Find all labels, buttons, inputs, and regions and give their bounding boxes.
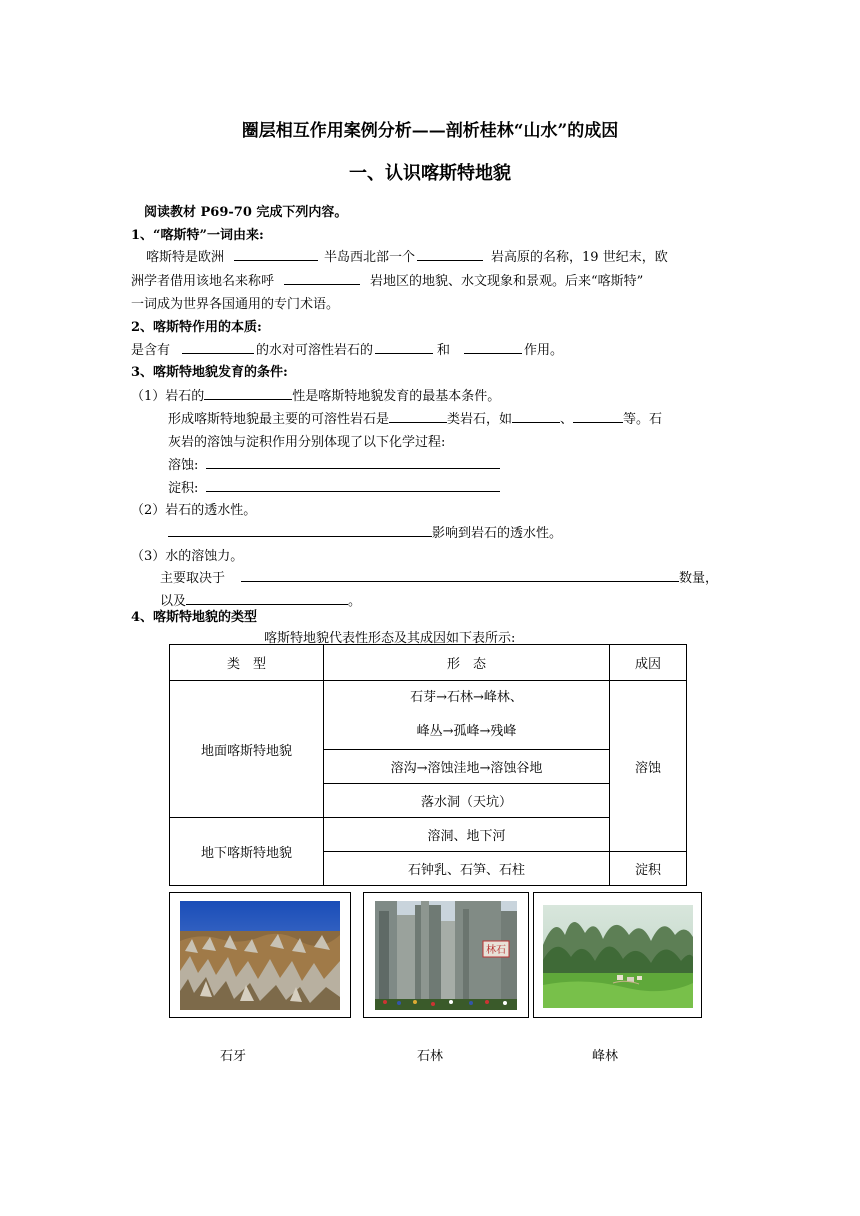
blank-rock-area[interactable] xyxy=(284,272,360,285)
caption-fenglin: 峰林 xyxy=(592,1049,619,1064)
q3-rongshi-line xyxy=(168,454,500,473)
cell-surface-karst: 地面喀斯特地貌 xyxy=(170,681,324,818)
q2-text-c: 和 xyxy=(437,343,451,358)
q3-p3-text-b: 数量， xyxy=(679,571,719,586)
table-row xyxy=(170,681,687,750)
blank-action-2[interactable] xyxy=(464,341,522,354)
reading-instruction: 阅读教材 P69-70 完成下列内容。 xyxy=(144,205,348,220)
q1-line2 xyxy=(131,270,643,289)
stone-forest-photo xyxy=(375,901,517,1010)
blank-permeability[interactable] xyxy=(168,524,432,537)
cell-underground-karst: 地下喀斯特地貌 xyxy=(170,818,324,886)
q3-p1-line2 xyxy=(168,408,662,427)
photo-frame-shilin xyxy=(363,892,529,1018)
q1-heading: 1、“喀斯特”一词由来: xyxy=(131,228,264,243)
cell-form-2: 溶沟→溶蚀洼地→溶蚀谷地 xyxy=(324,750,610,784)
q3-p1 xyxy=(131,385,500,404)
cell-cause-rongshi: 溶蚀 xyxy=(610,681,687,852)
q1-line3: 一词成为世界各国通用的专门术语。 xyxy=(131,297,340,312)
q3-p1-text-b: 性是喀斯特地貌发育的最基本条件。 xyxy=(292,389,501,404)
photo-frame-fenglin xyxy=(533,892,702,1018)
blank-rock-plateau[interactable] xyxy=(417,248,483,261)
q3-p3-text-a: 主要取决于 xyxy=(160,571,226,586)
document-title: 圈层相互作用案例分析——剖析桂林“山水”的成因 xyxy=(241,121,619,141)
cell-form-4: 溶洞、地下河 xyxy=(324,818,610,852)
q3-heading: 3、喀斯特地貌发育的条件: xyxy=(131,365,288,380)
blank-example-1[interactable] xyxy=(512,410,560,423)
q1-text-b: 半岛西北部一个 xyxy=(324,250,416,265)
caption-shilin: 石林 xyxy=(417,1049,444,1064)
q3-p3-text-d: 。 xyxy=(348,594,362,609)
q3-p3: （3）水的溶蚀力。 xyxy=(131,549,244,564)
q3-p1-line3: 灰岩的溶蚀与淀积作用分别体现了以下化学过程: xyxy=(168,435,446,450)
table-header-row xyxy=(170,645,687,681)
q2-line xyxy=(131,339,563,358)
cell-form-5: 石钟乳、石笋、石柱 xyxy=(324,852,610,886)
cell-form-1a: 石芽→石林→峰林、 xyxy=(410,690,523,705)
q3-p2: （2）岩石的透水性。 xyxy=(131,503,257,518)
blank-peninsula[interactable] xyxy=(234,248,318,261)
cell-cause-dianji: 淀积 xyxy=(610,852,687,886)
peak-forest-photo xyxy=(543,905,693,1008)
q3-p1-text-d: 类岩石，如 xyxy=(447,412,513,427)
photo-frame-shiya xyxy=(169,892,351,1018)
q1-text-d: 洲学者借用该地名来称呼 xyxy=(131,274,275,289)
stone-bud-photo xyxy=(180,901,340,1010)
q3-p2-line xyxy=(168,522,562,541)
q1-text-c: 岩高原的名称，19 世纪末，欧 xyxy=(491,250,668,265)
section-heading: 一、认识喀斯特地貌 xyxy=(349,163,511,184)
q3-dianji-line xyxy=(168,477,500,496)
q3-p1-text-f: 等。石 xyxy=(623,412,663,427)
cell-form-3: 落水洞（天坑） xyxy=(324,784,610,818)
header-cause: 成因 xyxy=(610,645,687,681)
rongshi-label: 溶蚀: xyxy=(168,458,199,473)
cell-form-1b: 峰丛→孤峰→残峰 xyxy=(416,724,517,739)
table-caption: 喀斯特地貌代表性形态及其成因如下表所示: xyxy=(264,631,516,646)
blank-rock-type[interactable] xyxy=(389,410,447,423)
blank-example-2[interactable] xyxy=(573,410,623,423)
header-form: 形 态 xyxy=(324,645,610,681)
stone-inscription: 林石 xyxy=(486,945,506,956)
caption-shiya: 石牙 xyxy=(220,1049,247,1064)
blank-rock-property[interactable] xyxy=(204,387,292,400)
blank-water-content[interactable] xyxy=(182,341,254,354)
q2-text-b: 的水对可溶性岩石的 xyxy=(256,343,374,358)
q3-p1-text-e: 、 xyxy=(560,412,574,427)
q3-p3-text-c: 以及 xyxy=(160,594,187,609)
q3-p1-text-c: 形成喀斯特地貌最主要的可溶性岩石是 xyxy=(168,412,390,427)
header-type: 类 型 xyxy=(170,645,324,681)
q3-p2-text: 影响到岩石的透水性。 xyxy=(432,526,563,541)
blank-depends-on[interactable] xyxy=(241,569,679,582)
cell-form-1 xyxy=(324,681,610,750)
q2-text-a: 是含有 xyxy=(131,343,171,358)
blank-and[interactable] xyxy=(186,592,348,605)
q3-p1-text-a: （1）岩石的 xyxy=(131,389,205,404)
q3-p3-line xyxy=(160,567,718,586)
q1-line1 xyxy=(146,246,668,265)
q2-heading: 2、喀斯特作用的本质: xyxy=(131,320,262,335)
blank-rongshi-equation[interactable] xyxy=(206,456,500,469)
q4-heading: 4、喀斯特地貌的类型 xyxy=(131,610,258,625)
karst-table xyxy=(169,644,687,886)
dianji-label: 淀积: xyxy=(168,481,199,496)
blank-dianji-equation[interactable] xyxy=(206,479,500,492)
blank-action-1[interactable] xyxy=(375,341,433,354)
table-row xyxy=(170,818,687,852)
q1-text-a: 喀斯特是欧洲 xyxy=(146,250,225,265)
q1-text-e: 岩地区的地貌、水文现象和景观。后来“喀斯特” xyxy=(370,274,644,289)
q2-text-d: 作用。 xyxy=(524,343,564,358)
